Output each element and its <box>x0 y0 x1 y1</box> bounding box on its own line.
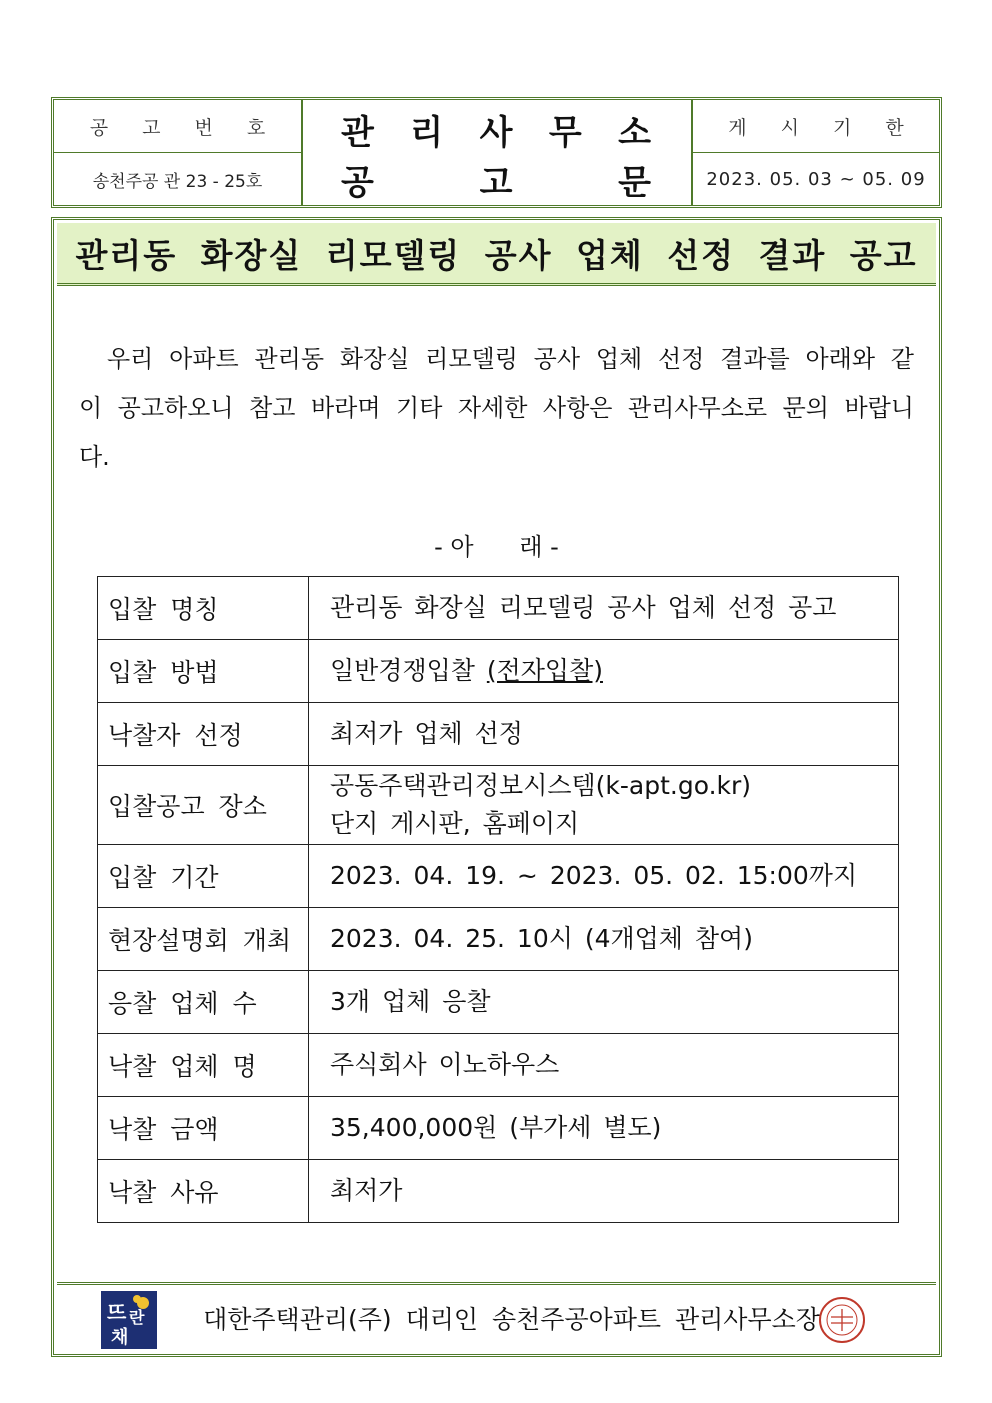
row-value <box>309 766 899 845</box>
office-title: 관 리 사 무 소 <box>341 112 651 153</box>
notice-title: 공 고 문 <box>341 162 651 203</box>
row-key: 낙찰자 선정 <box>98 703 309 766</box>
row-key: 현장설명회 개최 <box>98 908 309 971</box>
table-row <box>98 577 899 640</box>
row-key: 입찰 방법 <box>98 640 309 703</box>
row-value: 2023. 04. 25. 10시 (4개업체 참여) <box>309 908 899 971</box>
row-value: 주식회사 이노하우스 <box>309 1034 899 1097</box>
notice-number: 송천주공 관 23 - 25호 <box>92 171 263 192</box>
row-key: 입찰 명칭 <box>98 577 309 640</box>
table-row <box>98 845 899 908</box>
notice-body <box>51 217 942 1357</box>
document-title: 관리동 화장실 리모델링 공사 업체 선정 결과 공고 <box>57 223 936 286</box>
table-row <box>98 1034 899 1097</box>
intro-paragraph: 우리 아파트 관리동 화장실 리모델링 공사 업체 선정 결과를 아래와 같이 공고하오니 참고 바라며 기타 자세한 사항은 관리사무소로 문의 바랍니다. <box>79 345 914 471</box>
table-row <box>98 1160 899 1223</box>
posting-period: 2023. 05. 03 ~ 05. 09 <box>706 168 926 190</box>
row-value: 최저가 <box>309 1160 899 1223</box>
notice-header <box>51 97 942 208</box>
notice-number-label: 공 고 번 호 <box>89 116 280 139</box>
posting-period-label: 게 시 기 한 <box>728 116 918 139</box>
svg-text:뜨: 뜨 <box>107 1300 127 1324</box>
official-seal-icon <box>817 1295 867 1345</box>
svg-text:채: 채 <box>111 1327 129 1348</box>
table-row <box>98 640 899 703</box>
manager-signature: 대한주택관리(주) 대리인 송천주공아파트 관리사무소장 <box>203 1305 820 1334</box>
row-key: 입찰공고 장소 <box>98 766 309 845</box>
table-row <box>98 766 899 845</box>
posting-place-2: 단지 게시판, 홈페이지 <box>330 809 580 838</box>
row-value: 35,400,000원 (부가세 별도) <box>309 1097 899 1160</box>
footer-signature <box>54 1285 939 1351</box>
row-value: 3개 업체 응찰 <box>309 971 899 1034</box>
row-value: 관리동 화장실 리모델링 공사 업체 선정 공고 <box>309 577 899 640</box>
table-row <box>98 1097 899 1160</box>
section-heading: - 아 래 - <box>434 533 559 561</box>
posting-place: 공동주택관리정보시스템(k-apt.go.kr) <box>330 771 752 800</box>
row-key: 낙찰 사유 <box>98 1160 309 1223</box>
row-key: 응찰 업체 수 <box>98 971 309 1034</box>
row-value: 2023. 04. 19. ~ 2023. 05. 02. 15:00까지 <box>309 845 899 908</box>
row-key: 낙찰 금액 <box>98 1097 309 1160</box>
row-key: 낙찰 업체 명 <box>98 1034 309 1097</box>
row-value <box>309 640 899 703</box>
svg-text:란: 란 <box>129 1308 145 1327</box>
row-value: 최저가 업체 선정 <box>309 703 899 766</box>
table-row <box>98 971 899 1034</box>
table-row <box>98 908 899 971</box>
bid-info-table <box>97 576 899 1223</box>
bid-method-note: (전자입찰) <box>486 656 603 685</box>
table-row <box>98 703 899 766</box>
row-key: 입찰 기간 <box>98 845 309 908</box>
bid-method: 일반경쟁입찰 <box>330 656 475 685</box>
